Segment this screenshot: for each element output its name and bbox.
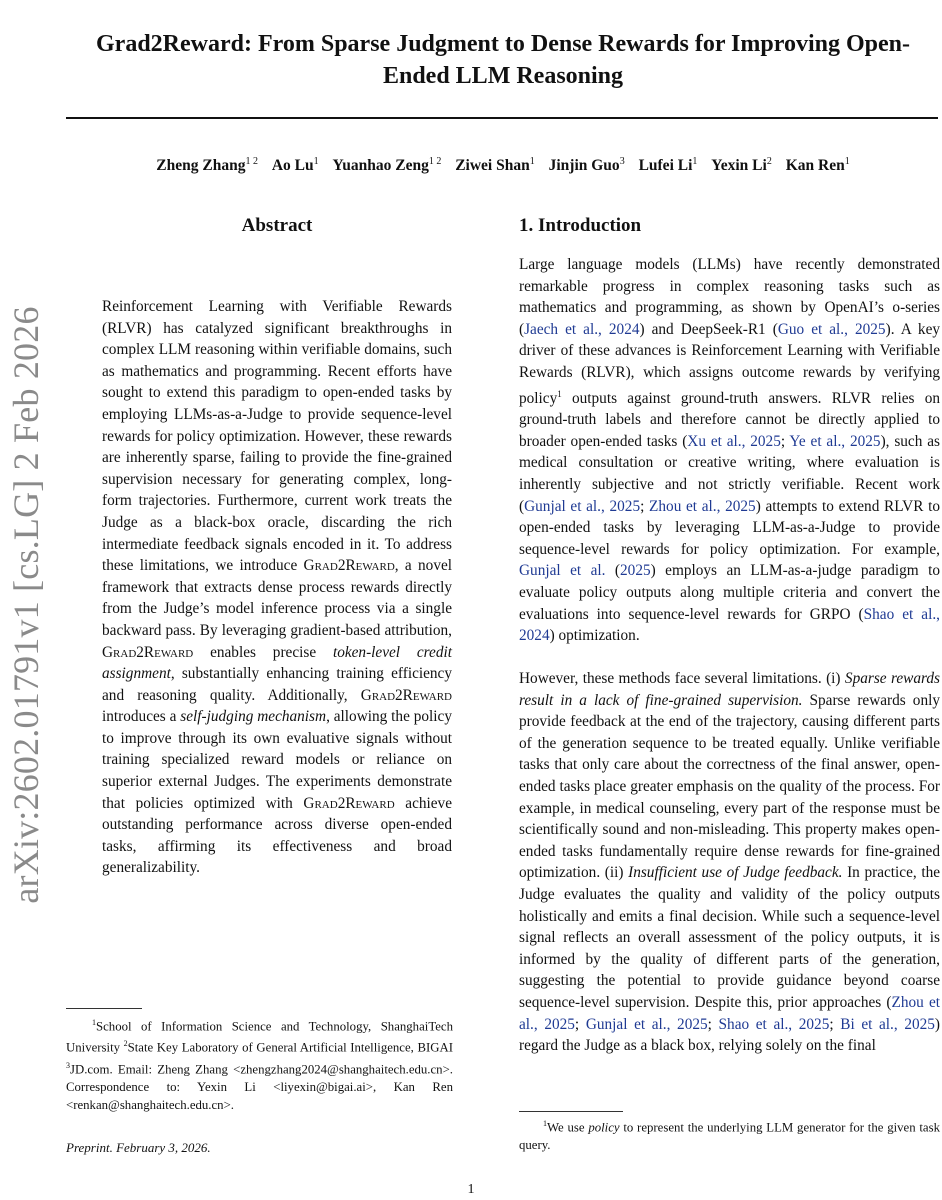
policy-footnote: $^1$We use policy to represent the underlying LLM generator for the given task query. (519, 1119, 940, 1153)
citation-link[interactable]: Shao et al., 2024 (519, 605, 940, 645)
arxiv-identifier-stamp: arXiv:2602.01791v1 [cs.LG] 2 Feb 2026 (6, 306, 46, 904)
author: Zheng Zhang$^{1 2}$ (156, 156, 258, 175)
section-heading-introduction: 1. Introduction (519, 215, 642, 236)
citation-link[interactable]: Gunjal et al., 2025 (524, 497, 641, 515)
author: Jinjin Guo$^3$ (548, 156, 625, 175)
method-name: Grad2Reward (303, 557, 395, 575)
author: Yuanhao Zeng$^{1 2}$ (332, 156, 442, 175)
method-name: Grad2Reward (102, 643, 194, 661)
method-name: Grad2Reward (303, 794, 395, 812)
citation-link[interactable]: Zhou et al., 2025 (519, 993, 940, 1033)
citation-link[interactable]: Zhou et al., 2025 (649, 497, 756, 515)
introduction-paragraph: However, these methods face several limitations. (i) Sparse rewards result in a lack of fine-grained supervision. Sparse rewards only provide feedback at the end of the trajectory, causing different parts of the generation sequence to be treated equally. Unlike verifiable tasks that only care about the correctness of the final answer, open-ended tasks place greater emphasis on the quality of the process. For example, in medical counseling, every part of the response must be scientifically sound and non-misleading. This property makes open-ended tasks fundamentally require dense rewards for fine-grained optimization. (ii) Insufficient use of Judge feedback. In practice, the Judge evaluates the quality and validity of the policy outputs holistically and emits a final decision. While such a sequence-level signal reflects an overall assessment of the policy outputs, it is informed by the quality of different parts of the generation, suggesting the potential to provide guidance beyond coarse sequence-level supervision. Despite this, prior approaches (Zhou et al., 2025; Gunjal et al., 2025; Shao et al., 2025; Bi et al., 2025) regard the Judge as a black box, relying solely on the final (519, 670, 941, 1055)
author: Ao Lu$^1$ (271, 156, 319, 175)
page-number: 1 (467, 1182, 475, 1197)
citation-link[interactable]: Gunjal et al., 2025 (585, 1015, 708, 1033)
author: Ziwei Shan$^1$ (455, 156, 535, 175)
citation-link[interactable]: Xu et al., 2025 (687, 432, 781, 450)
method-name: Grad2Reward (360, 686, 452, 704)
abstract-body: Reinforcement Learning with Verifiable Rewards (RLVR) has catalyzed significant breakthroughs in complex LLM reasoning within verifiable domains, such as mathematics and programming. Recent efforts have sought to extend this paradigm to open-ended tasks by employing LLMs-as-a-Judge to provide sequence-level rewards for policy optimization. However, these rewards are inherently sparse, failing to provide the fine-grained supervision necessary for generating complex, long-form trajectories. Furthermore, current work treats the Judge as a black-box oracle, discarding the rich intermediate feedback signals encoded in it. To address these limitations, we introduce Grad2Reward, a novel framework that extracts dense process rewards directly from the Judge’s model inference process via a single backward pass. By leveraging gradient-based attribution, Grad2Reward enables precise token-level credit assignment, substantially enhancing training efficiency and reasoning quality. Additionally, Grad2Reward introduces a self-judging mechanism, allowing the policy to improve through its own evaluative signals without training specialized reward models or reliance on superior external Judges. The experiments demonstrate that policies optimized with Grad2Reward achieve outstanding performance across diverse open-ended tasks, affirming its effectiveness and broad generalizability. (102, 298, 453, 877)
footnote-marker[interactable]: 1 (557, 388, 562, 399)
author: Kan Ren$^1$ (785, 156, 850, 175)
citation-link[interactable]: 2025 (620, 562, 651, 580)
citation-link[interactable]: Jaech et al., 2024 (524, 320, 640, 338)
title-divider (66, 117, 938, 119)
author: Lufei Li$^1$ (638, 156, 698, 175)
abstract-heading: Abstract (241, 215, 313, 236)
footnote-divider (66, 1008, 142, 1009)
citation-link[interactable]: Shao et al., 2025 (718, 1015, 830, 1033)
preprint-note: Preprint. February 3, 2026. (66, 1140, 211, 1155)
author: Yexin Li$^2$ (711, 156, 772, 175)
footnote-divider (519, 1111, 623, 1112)
author-list (70, 156, 936, 175)
citation-link[interactable]: Guo et al., 2025 (777, 320, 886, 338)
citation-link[interactable]: Gunjal et al. (519, 562, 606, 580)
introduction-paragraph: Large language models (LLMs) have recently demonstrated remarkable progress in complex reasoning tasks such as mathematics and programming, as shown by OpenAI’s o-series (Jaech et al., 2024) and DeepSeek-R1 (Guo et al., 2025). A key driver of these advances is Reinforcement Learning with Verifiable Rewards (RLVR), which assigns outcome rewards by verifying policy$^1$ outputs against ground-truth answers. RLVR relies on ground-truth labels and therefore cannot be directly applied to broader open-ended tasks (Xu et al., 2025; Ye et al., 2025), such as medical consultation or creative writing, where evaluation is inherently subjective and not strictly verifiable. Recent work (Gunjal et al., 2025; Zhou et al., 2025) attempts to extend RLVR to open-ended tasks by leveraging LLM-as-a-Judge to provide sequence-level rewards for policy optimization. For example, Gunjal et al. (2025) employs an LLM-as-a-judge paradigm to evaluate policy outputs along multiple criteria and convert the evaluations into sequence-level rewards for GRPO (Shao et al., 2024) optimization. (519, 256, 941, 645)
citation-link[interactable]: Ye et al., 2025 (789, 432, 881, 450)
paper-title: Grad2Reward: From Sparse Judgment to Dense Rewards for Improving Open-Ended LLM Reasoning (96, 31, 910, 89)
citation-link[interactable]: Bi et al., 2025 (840, 1015, 935, 1033)
affiliations-footnote: $^1$School of Information Science and Technology, ShanghaiTech University $^2$State Key Laboratory of General Artificial Intelligence, BIGAI $^3$JD.com. Email: Zheng Zhang <zhengzhang2024@shanghaitech.edu.cn>. Correspondence to: Yexin Li <liyexin@bigai.ai>, Kan Ren <renkan@shanghaitech.edu.cn>. (66, 1018, 453, 1112)
